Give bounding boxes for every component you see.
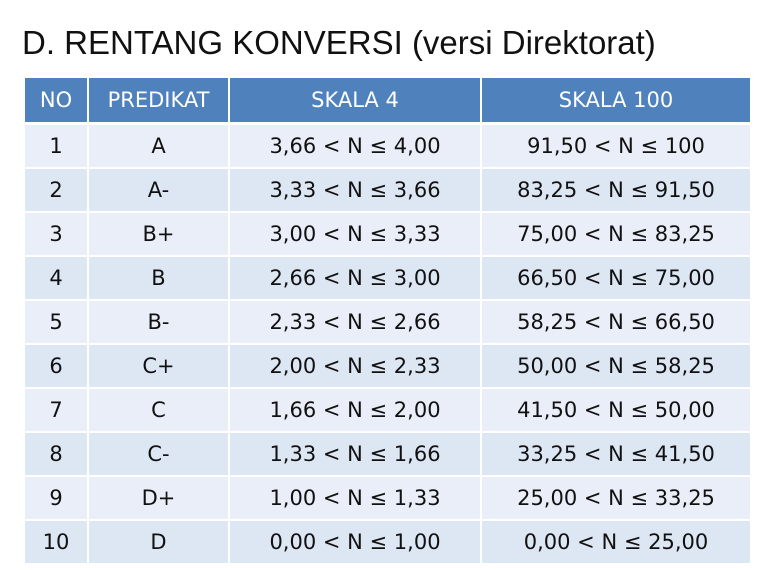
table-row <box>25 520 750 564</box>
cell-no: 5 <box>25 300 88 344</box>
table-body <box>25 124 750 565</box>
cell-skala-100: 25,00 < N ≤ 33,25 <box>481 476 750 520</box>
table-row <box>25 256 750 300</box>
cell-predikat: A <box>88 124 229 169</box>
cell-no: 4 <box>25 256 88 300</box>
cell-skala-4: 2,00 < N ≤ 2,33 <box>229 344 481 388</box>
header-predikat: PREDIKAT <box>88 78 229 124</box>
page-title: D. RENTANG KONVERSI (versi Direktorat) <box>22 24 656 61</box>
cell-skala-100: 83,25 < N ≤ 91,50 <box>481 168 750 212</box>
table-row <box>25 212 750 256</box>
cell-skala-4: 2,66 < N ≤ 3,00 <box>229 256 481 300</box>
table-row <box>25 168 750 212</box>
table-row <box>25 388 750 432</box>
cell-no: 9 <box>25 476 88 520</box>
cell-no: 2 <box>25 168 88 212</box>
cell-predikat: C+ <box>88 344 229 388</box>
cell-predikat: D+ <box>88 476 229 520</box>
cell-skala-100: 91,50 < N ≤ 100 <box>481 124 750 169</box>
table-header-row <box>25 78 750 124</box>
cell-skala-4: 3,66 < N ≤ 4,00 <box>229 124 481 169</box>
cell-skala-100: 33,25 < N ≤ 41,50 <box>481 432 750 476</box>
header-no: NO <box>25 78 88 124</box>
cell-skala-4: 2,33 < N ≤ 2,66 <box>229 300 481 344</box>
cell-skala-100: 66,50 < N ≤ 75,00 <box>481 256 750 300</box>
cell-skala-4: 0,00 < N ≤ 1,00 <box>229 520 481 564</box>
table-row <box>25 300 750 344</box>
cell-no: 3 <box>25 212 88 256</box>
cell-skala-100: 50,00 < N ≤ 58,25 <box>481 344 750 388</box>
cell-no: 10 <box>25 520 88 564</box>
cell-no: 6 <box>25 344 88 388</box>
cell-no: 7 <box>25 388 88 432</box>
cell-skala-4: 1,33 < N ≤ 1,66 <box>229 432 481 476</box>
cell-skala-100: 41,50 < N ≤ 50,00 <box>481 388 750 432</box>
cell-skala-4: 3,00 < N ≤ 3,33 <box>229 212 481 256</box>
cell-skala-4: 1,00 < N ≤ 1,33 <box>229 476 481 520</box>
cell-predikat: C- <box>88 432 229 476</box>
cell-skala-100: 58,25 < N ≤ 66,50 <box>481 300 750 344</box>
cell-skala-100: 75,00 < N ≤ 83,25 <box>481 212 750 256</box>
cell-skala-4: 3,33 < N ≤ 3,66 <box>229 168 481 212</box>
cell-skala-4: 1,66 < N ≤ 2,00 <box>229 388 481 432</box>
cell-predikat: B+ <box>88 212 229 256</box>
table-row <box>25 476 750 520</box>
conversion-table <box>25 78 750 565</box>
table-row <box>25 432 750 476</box>
table-row <box>25 344 750 388</box>
cell-predikat: B <box>88 256 229 300</box>
cell-skala-100: 0,00 < N ≤ 25,00 <box>481 520 750 564</box>
header-skala-4: SKALA 4 <box>229 78 481 124</box>
cell-predikat: B- <box>88 300 229 344</box>
cell-predikat: C <box>88 388 229 432</box>
cell-no: 8 <box>25 432 88 476</box>
cell-predikat: D <box>88 520 229 564</box>
cell-no: 1 <box>25 124 88 169</box>
table-row <box>25 124 750 169</box>
cell-predikat: A- <box>88 168 229 212</box>
header-skala-100: SKALA 100 <box>481 78 750 124</box>
